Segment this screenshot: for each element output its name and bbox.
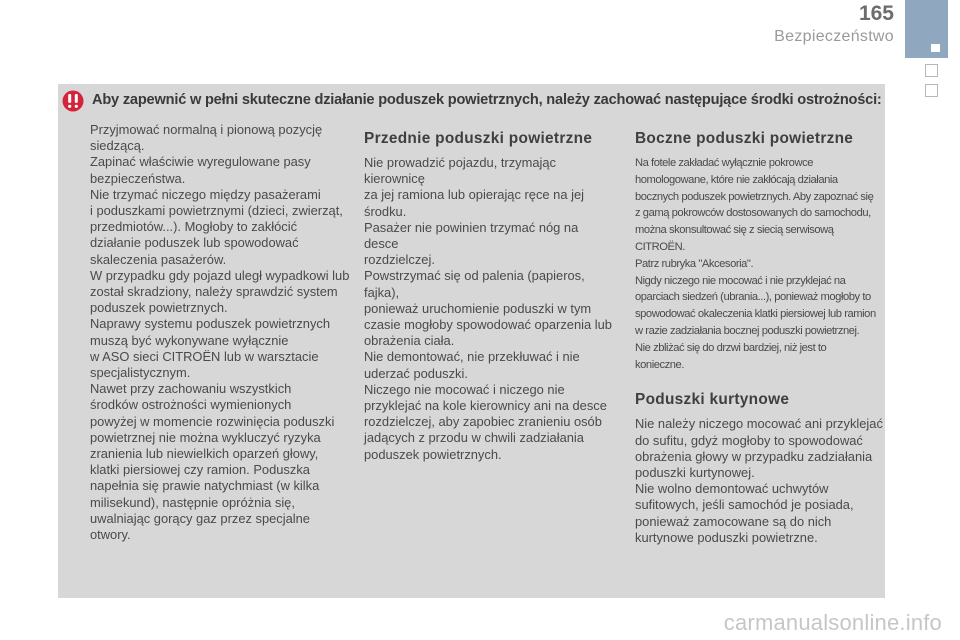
chapter-tab-empty-2[interactable]	[925, 84, 938, 97]
front-airbags-heading: Przednie poduszki powietrzne	[364, 130, 593, 147]
side-airbags-text: Na fotele zakładać wyłącznie pokrowce homologowane, które nie zakłócają działania bocznych poduszek powietrznych. Aby zapoznać się z gamą pokrowców dostosowanych do samochodu, można skonsultować się z siecią serwisową CITROËN. Patrz rubryka "Akcesoria". Nigdy niczego nie mocować i nie przyklejać na oparciach siedzeń (ubrania...), ponieważ mogłoby to spowodować okaleczenia klatki piersiowej lub ramion w razie zadziałania bocznej poduszki powietrznej. Nie zbliżać się do drzwi bardziej, niż jest to konieczne.	[635, 157, 876, 371]
exclamation-warning-icon	[62, 90, 84, 112]
general-precautions-column	[90, 122, 350, 543]
general-precautions-text: Przyjmować normalną i pionową pozycję siedzącą. Zapinać właściwie wyregulowane pasy bezpieczeństwa. Nie trzymać niczego między pasażerami i poduszkami powietrznymi (dzieci, zwierząt, przedmiotów...). Mogłoby to zakłócić działanie poduszek lub spowodować skaleczenia pasażerów. W przypadku gdy pojazd uległ wypadkowi lub został skradziony, należy sprawdzić system poduszek powietrznych. Naprawy systemu poduszek powietrznych muszą być wykonywane wyłącznie w ASO sieci CITROËN lub w warsztacie specjalistycznym. Nawet przy zachowaniu wszystkich środków ostrożności wymienionych powyżej w momencie rozwinięcia poduszki powietrznej nie można wykluczyć ryzyka zranienia lub niewielkich oparzeń głowy, klatki piersiowej czy ramion. Poduszka napełnia się prawie natychmiast (w kilka milisekund), następnie opróżnia się, uwalniając gorący gaz przez specjalne otwory.	[90, 122, 350, 543]
watermark: carmanualsonline.info	[723, 610, 942, 635]
front-airbags-column	[364, 130, 612, 463]
page-number: 165	[858, 2, 894, 25]
section-title: Bezpieczeństwo	[774, 28, 894, 45]
chapter-tab-empty-1[interactable]	[925, 64, 938, 77]
chapter-tab[interactable]	[905, 0, 948, 58]
curtain-airbags-text: Nie należy niczego mocować ani przyklejać do sufitu, gdyż mogłoby to spowodować obrażenia głowy w przypadku zadziałania poduszki kurtynowej. Nie wolno demontować uchwytów sufitowych, jeśli samochód je posiada, ponieważ zamocowane są do nich kurtynowe poduszki powietrzne.	[635, 416, 883, 545]
chapter-tab-marker	[931, 44, 940, 52]
side-airbags-heading: Boczne poduszki powietrzne	[635, 130, 854, 147]
side-airbags-column	[635, 130, 885, 546]
warning-title: Aby zapewnić w pełni skuteczne działanie poduszek powietrznych, należy zachować następujące środki ostrożności:	[92, 92, 882, 108]
warning-panel	[58, 84, 885, 598]
front-airbags-text: Nie prowadzić pojazdu, trzymając kierownicę za jej ramiona lub opierając ręce na jej środku. Pasażer nie powinien trzymać nóg na desce rozdzielczej. Powstrzymać się od palenia (papieros, fajka), ponieważ uruchomienie poduszki w tym czasie mogłoby spowodować oparzenia lub obrażenia ciała. Nie demontować, nie przekłuwać i nie uderzać poduszki. Niczego nie mocować i niczego nie przyklejać na kole kierownicy ani na desce rozdzielczej, aby zapobiec zranieniu osób jadących z przodu w chwili zadziałania poduszek powietrznych.	[364, 155, 612, 462]
curtain-airbags-heading: Poduszki kurtynowe	[635, 391, 790, 409]
